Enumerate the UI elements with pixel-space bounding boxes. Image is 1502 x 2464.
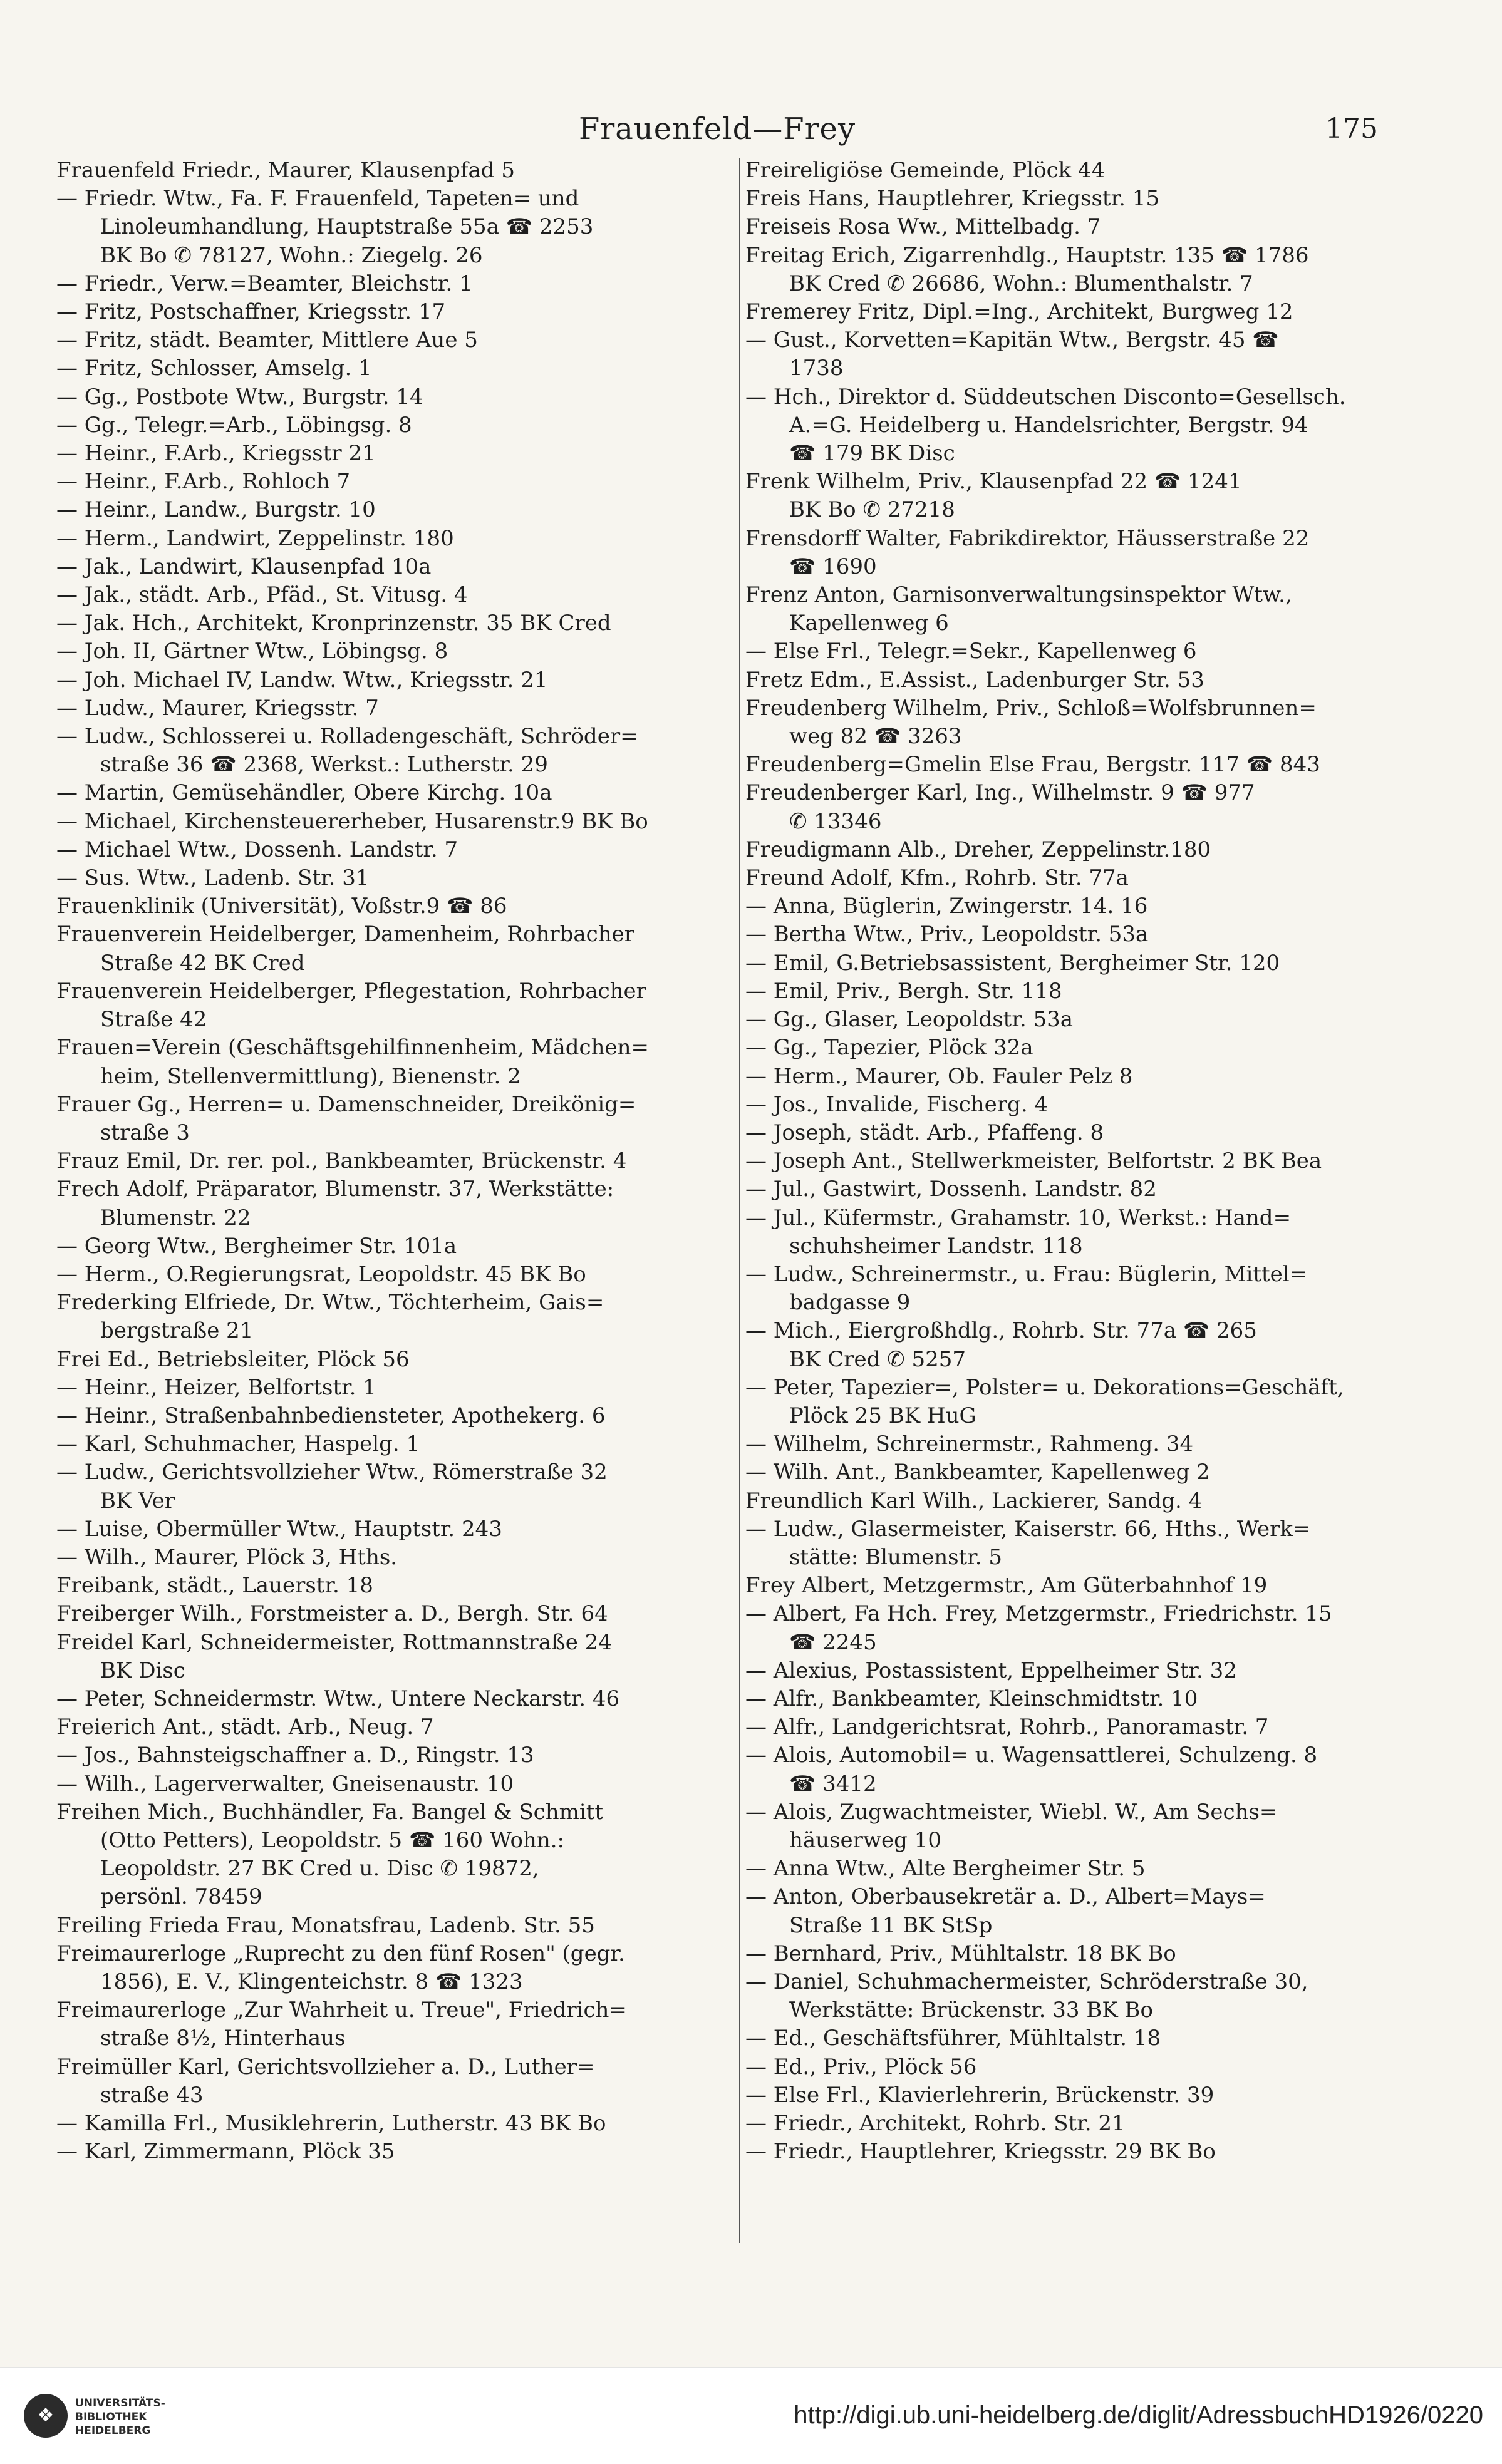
- left-column-entry: — Sus. Wtw., Ladenb. Str. 31: [56, 865, 370, 891]
- left-column-entry: — Joh. Michael IV, Landw. Wtw., Kriegsstr. 21: [56, 667, 548, 693]
- left-column-entry: — Kamilla Frl., Musiklehrerin, Lutherstr. 43 BK Bo: [56, 2111, 606, 2137]
- right-column-entry: Straße 11 BK StSp: [789, 1912, 993, 1938]
- running-title: Frauenfeld—Frey: [578, 111, 856, 147]
- library-seal-icon: ❖: [24, 2394, 68, 2438]
- left-column-entry: — Friedr., Verw.=Beamter, Bleichstr. 1: [56, 271, 473, 296]
- left-column-entry: Frauenfeld Friedr., Maurer, Klausenpfad 5: [56, 158, 515, 183]
- right-column-entry: ☎ 179 BK Disc: [789, 441, 955, 467]
- left-column-entry: Linoleumhandlung, Hauptstraße 55a ☎ 2253: [100, 214, 594, 240]
- left-column-entry: — Jak., Landwirt, Klausenpfad 10a: [56, 554, 432, 579]
- source-url-link[interactable]: http://digi.ub.uni-heidelberg.de/diglit/AdressbuchHD1926/0220: [794, 2401, 1483, 2429]
- right-column-entry: Freireligiöse Gemeinde, Plöck 44: [745, 158, 1106, 183]
- right-column-entry: Freudenberger Karl, Ing., Wilhelmstr. 9 ☎ 977: [745, 780, 1255, 806]
- left-column-entry: Leopoldstr. 27 BK Cred u. Disc ✆ 19872,: [100, 1856, 539, 1882]
- right-column-entry: — Gg., Glaser, Leopoldstr. 53a: [745, 1007, 1073, 1033]
- left-column-entry: — Herm., O.Regierungsrat, Leopoldstr. 45 BK Bo: [56, 1261, 586, 1287]
- right-column-entry: — Jul., Küfermstr., Grahamstr. 10, Werkst.: Hand=: [745, 1205, 1292, 1230]
- page-header: [56, 111, 1378, 155]
- right-column-entry: — Emil, Priv., Bergh. Str. 118: [745, 978, 1062, 1004]
- right-column-entry: BK Cred ✆ 26686, Wohn.: Blumenthalstr. 7: [789, 271, 1253, 296]
- right-column-entry: häuserweg 10: [789, 1827, 941, 1853]
- left-column-entry: — Karl, Zimmermann, Plöck 35: [56, 2139, 395, 2165]
- left-column-entry: straße 43: [100, 2082, 204, 2108]
- left-column-entry: Freidel Karl, Schneidermeister, Rottmannstraße 24: [56, 1629, 612, 1655]
- right-column-entry: — Else Frl., Klavierlehrerin, Brückenstr. 39: [745, 2082, 1215, 2108]
- left-column-entry: — Peter, Schneidermstr. Wtw., Untere Neckarstr. 46: [56, 1686, 620, 1711]
- right-column-entry: Freudenberg Wilhelm, Priv., Schloß=Wolfsbrunnen=: [745, 695, 1317, 721]
- right-column-entry: Kapellenweg 6: [789, 611, 949, 636]
- right-column-entry: — Else Frl., Telegr.=Sekr., Kapellenweg 6: [745, 639, 1197, 664]
- left-column-entry: — Wilh., Maurer, Plöck 3, Hths.: [56, 1544, 398, 1570]
- right-column-entry: BK Bo ✆ 27218: [789, 497, 955, 523]
- left-column-entry: persönl. 78459: [100, 1884, 262, 1910]
- right-column-entry: — Alois, Zugwachtmeister, Wiebl. W., Am Sechs=: [745, 1799, 1278, 1825]
- left-column-entry: — Heinr., F.Arb., Kriegsstr 21: [56, 441, 376, 467]
- left-column-entry: Straße 42: [100, 1007, 207, 1033]
- right-column-entry: — Hch., Direktor d. Süddeutschen Disconto=Gesellsch.: [745, 384, 1346, 410]
- left-column-entry: — Jos., Bahnsteigschaffner a. D., Ringstr. 13: [56, 1743, 534, 1768]
- left-column-entry: Freierich Ant., städt. Arb., Neug. 7: [56, 1714, 434, 1740]
- left-column-entry: Frauz Emil, Dr. rer. pol., Bankbeamter, Brückenstr. 4: [56, 1148, 627, 1174]
- left-column: [56, 157, 736, 2166]
- right-column-entry: Werkstätte: Brückenstr. 33 BK Bo: [789, 1997, 1154, 2023]
- left-column-entry: BK Ver: [100, 1488, 175, 1513]
- left-column-entry: — Ludw., Maurer, Kriegsstr. 7: [56, 695, 379, 721]
- right-column-entry: Fremerey Fritz, Dipl.=Ing., Architekt, Burgweg 12: [745, 299, 1293, 325]
- right-column-entry: Freudigmann Alb., Dreher, Zeppelinstr.180: [745, 837, 1211, 862]
- left-column-entry: Frederking Elfriede, Dr. Wtw., Töchterheim, Gais=: [56, 1290, 604, 1316]
- right-column-entry: Frey Albert, Metzgermstr., Am Güterbahnhof 19: [745, 1573, 1268, 1599]
- right-column-entry: weg 82 ☎ 3263: [789, 724, 962, 750]
- left-column-entry: straße 3: [100, 1120, 190, 1145]
- right-column-entry: — Jul., Gastwirt, Dossenh. Landstr. 82: [745, 1177, 1157, 1202]
- left-column-entry: — Karl, Schuhmacher, Haspelg. 1: [56, 1431, 420, 1457]
- page-number: 175: [1325, 113, 1378, 145]
- right-column-entry: — Alois, Automobil= u. Wagensattlerei, Schulzeng. 8: [745, 1743, 1318, 1768]
- left-column-entry: — Friedr. Wtw., Fa. F. Frauenfeld, Tapeten= und: [56, 186, 579, 212]
- left-column-entry: — Jak., städt. Arb., Pfäd., St. Vitusg. 4: [56, 582, 468, 608]
- left-column-entry: straße 8½, Hinterhaus: [100, 2026, 346, 2051]
- right-column-entry: — Joseph, städt. Arb., Pfaffeng. 8: [745, 1120, 1104, 1145]
- right-column-entry: ✆ 13346: [789, 808, 882, 834]
- right-column-entry: — Emil, G.Betriebsassistent, Bergheimer Str. 120: [745, 950, 1280, 976]
- right-column-entry: badgasse 9: [789, 1290, 911, 1316]
- right-column-entry: — Bertha Wtw., Priv., Leopoldstr. 53a: [745, 922, 1149, 947]
- right-column-entry: Frenk Wilhelm, Priv., Klausenpfad 22 ☎ 1241: [745, 469, 1242, 495]
- left-column-entry: Frei Ed., Betriebsleiter, Plöck 56: [56, 1346, 410, 1372]
- left-column-entry: Freiberger Wilh., Forstmeister a. D., Bergh. Str. 64: [56, 1601, 608, 1627]
- right-column-entry: Freund Adolf, Kfm., Rohrb. Str. 77a: [745, 865, 1129, 891]
- left-column-entry: Frauenverein Heidelberger, Damenheim, Rohrbacher: [56, 922, 634, 947]
- right-column-entry: — Friedr., Hauptlehrer, Kriegsstr. 29 BK Bo: [745, 2139, 1216, 2165]
- right-column-entry: ☎ 3412: [789, 1771, 877, 1796]
- right-column-entry: Freundlich Karl Wilh., Lackierer, Sandg. 4: [745, 1488, 1203, 1513]
- right-column: [745, 157, 1425, 2166]
- right-column-entry: ☎ 2245: [789, 1629, 877, 1655]
- right-column-entry: Freis Hans, Hauptlehrer, Kriegsstr. 15: [745, 186, 1159, 212]
- right-column-entry: — Mich., Eiergroßhdlg., Rohrb. Str. 77a ☎ 265: [745, 1318, 1257, 1344]
- left-column-entry: (Otto Petters), Leopoldstr. 5 ☎ 160 Wohn.:: [100, 1827, 564, 1853]
- left-column-entry: bergstraße 21: [100, 1318, 254, 1344]
- left-column-entry: — Michael Wtw., Dossenh. Landstr. 7: [56, 837, 458, 862]
- left-column-entry: — Heinr., Straßenbahnbediensteter, Apothekerg. 6: [56, 1403, 606, 1428]
- right-column-entry: — Daniel, Schuhmachermeister, Schröderstraße 30,: [745, 1969, 1308, 1994]
- right-column-entry: — Wilh. Ant., Bankbeamter, Kapellenweg 2: [745, 1460, 1210, 1485]
- right-column-entry: — Ed., Geschäftsführer, Mühltalstr. 18: [745, 2026, 1161, 2051]
- left-column-entry: Frauen=Verein (Geschäftsgehilfinnenheim, Mädchen=: [56, 1035, 649, 1061]
- column-divider: [739, 158, 740, 2243]
- left-column-entry: — Gg., Telegr.=Arb., Löbingsg. 8: [56, 412, 412, 438]
- left-column-entry: Freihen Mich., Buchhändler, Fa. Bangel & Schmitt: [56, 1799, 604, 1825]
- right-column-entry: stätte: Blumenstr. 5: [789, 1544, 1002, 1570]
- right-column-entry: — Friedr., Architekt, Rohrb. Str. 21: [745, 2111, 1126, 2137]
- right-column-entry: — Wilhelm, Schreinermstr., Rahmeng. 34: [745, 1431, 1194, 1457]
- left-column-entry: — Fritz, städt. Beamter, Mittlere Aue 5: [56, 327, 478, 353]
- left-column-entry: — Gg., Postbote Wtw., Burgstr. 14: [56, 384, 423, 410]
- left-column-entry: — Martin, Gemüsehändler, Obere Kirchg. 10a: [56, 780, 552, 806]
- right-column-entry: Fretz Edm., E.Assist., Ladenburger Str. 53: [745, 667, 1204, 693]
- left-column-entry: Freibank, städt., Lauerstr. 18: [56, 1573, 373, 1599]
- right-column-entry: BK Cred ✆ 5257: [789, 1346, 966, 1372]
- right-column-entry: — Anton, Oberbausekretär a. D., Albert=Mays=: [745, 1884, 1266, 1910]
- left-column-entry: — Heinr., Landw., Burgstr. 10: [56, 497, 376, 523]
- right-column-entry: Plöck 25 BK HuG: [789, 1403, 976, 1428]
- right-column-entry: Frensdorff Walter, Fabrikdirektor, Häusserstraße 22: [745, 525, 1310, 551]
- left-column-entry: Straße 42 BK Cred: [100, 950, 305, 976]
- right-column-entry: — Ed., Priv., Plöck 56: [745, 2054, 977, 2080]
- left-column-entry: — Herm., Landwirt, Zeppelinstr. 180: [56, 525, 454, 551]
- right-column-entry: — Bernhard, Priv., Mühltalstr. 18 BK Bo: [745, 1941, 1176, 1966]
- left-column-entry: — Fritz, Schlosser, Amselg. 1: [56, 356, 372, 381]
- right-column-entry: Freudenberg=Gmelin Else Frau, Bergstr. 117 ☎ 843: [745, 752, 1320, 778]
- right-column-entry: schuhsheimer Landstr. 118: [789, 1233, 1083, 1259]
- right-column-entry: ☎ 1690: [789, 554, 877, 579]
- right-column-entry: — Alfr., Landgerichtsrat, Rohrb., Panoramastr. 7: [745, 1714, 1269, 1740]
- left-column-entry: — Ludw., Gerichtsvollzieher Wtw., Römerstraße 32: [56, 1460, 608, 1485]
- right-column-entry: — Anna Wtw., Alte Bergheimer Str. 5: [745, 1856, 1146, 1882]
- left-column-entry: Freimaurerloge „Zur Wahrheit u. Treue", Friedrich=: [56, 1997, 627, 2023]
- right-column-entry: — Anna, Büglerin, Zwingerstr. 14. 16: [745, 894, 1148, 919]
- left-column-entry: — Georg Wtw., Bergheimer Str. 101a: [56, 1233, 457, 1259]
- left-column-entry: — Luise, Obermüller Wtw., Hauptstr. 243: [56, 1516, 502, 1542]
- right-column-entry: — Joseph Ant., Stellwerkmeister, Belfortstr. 2 BK Bea: [745, 1148, 1322, 1174]
- right-column-entry: Freitag Erich, Zigarrenhdlg., Hauptstr. 135 ☎ 1786: [745, 242, 1309, 268]
- right-column-entry: — Ludw., Glasermeister, Kaiserstr. 66, Hths., Werk=: [745, 1516, 1311, 1542]
- left-column-entry: BK Bo ✆ 78127, Wohn.: Ziegelg. 26: [100, 242, 483, 268]
- left-column-entry: — Ludw., Schlosserei u. Rolladengeschäft, Schröder=: [56, 724, 638, 750]
- left-column-entry: Freimaurerloge „Ruprecht zu den fünf Rosen" (gegr.: [56, 1941, 625, 1966]
- right-column-entry: Freiseis Rosa Ww., Mittelbadg. 7: [745, 214, 1101, 240]
- left-column-entry: — Joh. II, Gärtner Wtw., Löbingsg. 8: [56, 639, 448, 664]
- right-column-entry: — Alfr., Bankbeamter, Kleinschmidtstr. 10: [745, 1686, 1198, 1711]
- right-column-entry: — Jos., Invalide, Fischerg. 4: [745, 1091, 1049, 1117]
- left-column-entry: — Heinr., Heizer, Belfortstr. 1: [56, 1374, 376, 1400]
- left-column-entry: — Wilh., Lagerverwalter, Gneisenaustr. 10: [56, 1771, 514, 1796]
- right-column-entry: — Herm., Maurer, Ob. Fauler Pelz 8: [745, 1063, 1133, 1089]
- right-column-entry: — Peter, Tapezier=, Polster= u. Dekorations=Geschäft,: [745, 1374, 1344, 1400]
- library-logo-text: UNIVERSITÄTS- BIBLIOTHEK HEIDELBERG: [75, 2397, 165, 2437]
- left-column-entry: Frech Adolf, Präparator, Blumenstr. 37, Werkstätte:: [56, 1177, 614, 1202]
- left-column-entry: — Heinr., F.Arb., Rohloch 7: [56, 469, 351, 495]
- left-column-entry: — Fritz, Postschaffner, Kriegsstr. 17: [56, 299, 446, 325]
- left-column-entry: — Jak. Hch., Architekt, Kronprinzenstr. 35 BK Cred: [56, 611, 611, 636]
- right-column-entry: — Ludw., Schreinermstr., u. Frau: Büglerin, Mittel=: [745, 1261, 1308, 1287]
- right-column-entry: — Gg., Tapezier, Plöck 32a: [745, 1035, 1033, 1061]
- left-column-entry: Blumenstr. 22: [100, 1205, 251, 1230]
- left-column-entry: straße 36 ☎ 2368, Werkst.: Lutherstr. 29: [100, 752, 548, 778]
- left-column-entry: Frauer Gg., Herren= u. Damenschneider, Dreikönig=: [56, 1091, 636, 1117]
- viewer-footer: [0, 2367, 1502, 2464]
- left-column-entry: heim, Stellenvermittlung), Bienenstr. 2: [100, 1063, 521, 1089]
- right-column-entry: Frenz Anton, Garnisonverwaltungsinspektor Wtw.,: [745, 582, 1292, 608]
- left-column-entry: Freiling Frieda Frau, Monatsfrau, Ladenb. Str. 55: [56, 1912, 595, 1938]
- left-column-entry: Frauenklinik (Universität), Voßstr.9 ☎ 86: [56, 894, 507, 919]
- right-column-entry: 1738: [789, 356, 844, 381]
- right-column-entry: — Gust., Korvetten=Kapitän Wtw., Bergstr. 45 ☎: [745, 327, 1279, 353]
- left-column-entry: Frauenverein Heidelberger, Pflegestation, Rohrbacher: [56, 978, 646, 1004]
- right-column-entry: A.=G. Heidelberg u. Handelsrichter, Bergstr. 94: [789, 412, 1308, 438]
- left-column-entry: 1856), E. V., Klingenteichstr. 8 ☎ 1323: [100, 1969, 523, 1994]
- library-logo[interactable]: [24, 2389, 187, 2445]
- left-column-entry: BK Disc: [100, 1657, 185, 1683]
- left-column-entry: — Michael, Kirchensteuererheber, Husarenstr.9 BK Bo: [56, 808, 648, 834]
- right-column-entry: — Albert, Fa Hch. Frey, Metzgermstr., Friedrichstr. 15: [745, 1601, 1332, 1627]
- left-column-entry: Freimüller Karl, Gerichtsvollzieher a. D., Luther=: [56, 2054, 595, 2080]
- right-column-entry: — Alexius, Postassistent, Eppelheimer Str. 32: [745, 1657, 1237, 1683]
